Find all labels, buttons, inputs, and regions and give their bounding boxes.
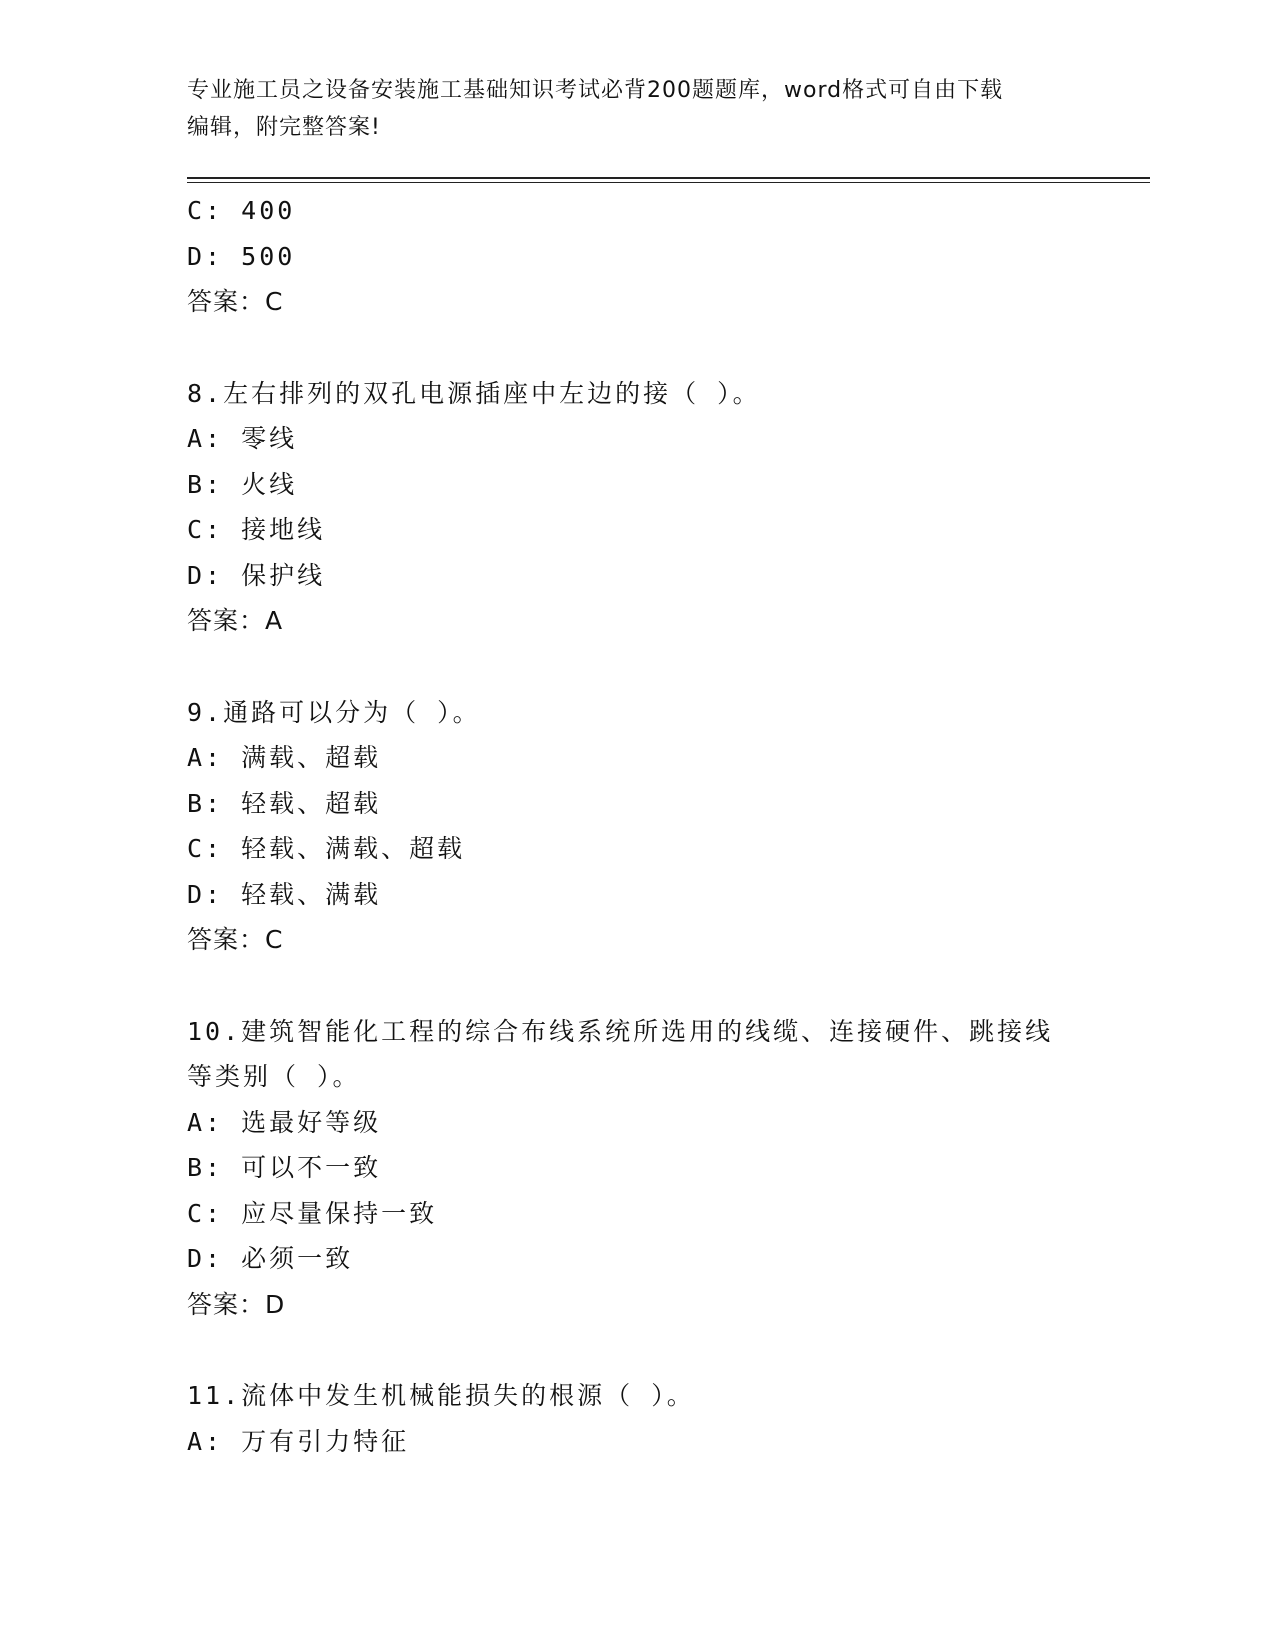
question-11 bbox=[187, 1373, 1117, 1464]
option-b: B: 可以不一致 bbox=[187, 1153, 382, 1182]
question-8 bbox=[187, 371, 1117, 644]
option-b: B: 轻载、超载 bbox=[187, 788, 382, 818]
question-title-line-2: 等类别（ ）。 bbox=[187, 1062, 361, 1091]
question-title: 8.左右排列的双孔电源插座中左边的接（ ）。 bbox=[187, 378, 761, 408]
option-c: C: 400 bbox=[187, 196, 296, 225]
header-line-1: 专业施工员之设备安装施工基础知识考试必背200题题库，word格式可自由下载 bbox=[187, 78, 1004, 103]
option-c: C: 接地线 bbox=[187, 515, 326, 544]
question-title-line-1: 10.建筑智能化工程的综合布线系统所选用的线缆、连接硬件、跳接线 bbox=[187, 1016, 1054, 1046]
header-divider-thin bbox=[187, 182, 1150, 183]
answer: 答案：D bbox=[187, 1289, 286, 1319]
question-list bbox=[187, 188, 1117, 1464]
answer: 答案：C bbox=[187, 287, 284, 316]
document-header bbox=[187, 72, 1087, 146]
option-d: D: 必须一致 bbox=[187, 1244, 354, 1273]
option-d: D: 500 bbox=[187, 241, 296, 271]
question-10 bbox=[187, 1009, 1117, 1328]
option-b: B: 火线 bbox=[187, 469, 298, 499]
question-9 bbox=[187, 690, 1117, 963]
option-a: A: 满载、超载 bbox=[187, 743, 382, 772]
option-a: A: 万有引力特征 bbox=[187, 1426, 410, 1456]
answer: 答案：A bbox=[187, 606, 284, 635]
option-a: A: 选最好等级 bbox=[187, 1107, 382, 1137]
option-d: D: 轻载、满载 bbox=[187, 879, 382, 909]
question-7-tail bbox=[187, 188, 1117, 325]
answer: 答案：C bbox=[187, 925, 284, 954]
option-a: A: 零线 bbox=[187, 424, 298, 453]
option-d: D: 保护线 bbox=[187, 560, 326, 590]
question-title: 9.通路可以分为（ ）。 bbox=[187, 697, 481, 727]
option-c: C: 轻载、满载、超载 bbox=[187, 834, 466, 863]
header-line-2: 编辑，附完整答案! bbox=[187, 115, 381, 140]
option-c: C: 应尽量保持一致 bbox=[187, 1198, 438, 1228]
question-title: 11.流体中发生机械能损失的根源（ ）。 bbox=[187, 1381, 695, 1410]
header-divider-thick bbox=[187, 177, 1150, 179]
